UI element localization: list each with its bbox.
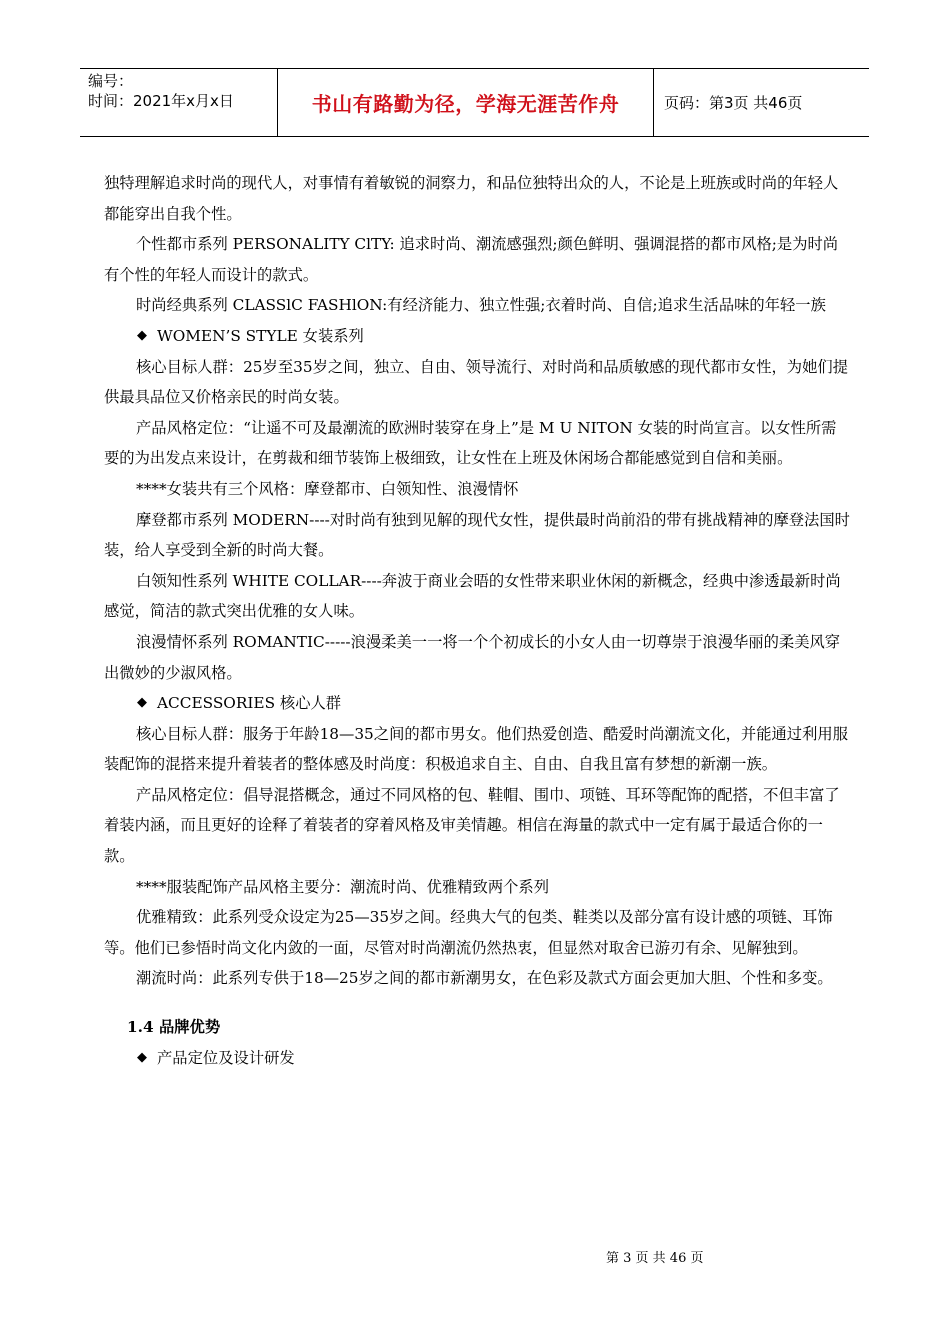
time-label: 时间：2021年x月x日: [88, 92, 234, 110]
paragraph: ****女装共有三个风格：摩登都市、白领知性、浪漫情怀: [136, 479, 519, 498]
number-label: 编号：: [88, 72, 134, 90]
paragraph: 独特理解追求时尚的现代人，对事情有着敏锐的洞察力，和品位独特出众的人，不论是上班族或时尚的年轻人都能穿出自我个性。: [104, 174, 839, 223]
bullet-item: [104, 321, 850, 352]
bullet-item: [104, 1043, 850, 1074]
paragraph: 核心目标人群：25岁至35岁之间，独立、自由、领导流行、对时尚和品质敏感的现代都市女性，为她们提供最具品位又价格亲民的时尚女装。: [104, 357, 848, 407]
bullet-text: 产品定位及设计研发: [157, 1048, 295, 1067]
paragraph: 潮流时尚：此系列专供于18—25岁之间的都市新潮男女，在色彩及款式方面会更加大胆、个性和多变。: [136, 969, 833, 988]
paragraph: 产品风格定位：倡导混搭概念，通过不同风格的包、鞋帽、围巾、项链、耳环等配饰的配搭，不但丰富了着装内涵，而且更好的诠释了着装者的穿着风格及审美情趣。相信在海量的款式中一定有属于最适合你的一款。: [104, 785, 840, 866]
paragraph: 个性都市系列 PERSONALITY ClTY: 追求时尚、潮流感强烈;颜色鲜明、强调混搭的都市风格;是为时尚有个性的年轻人而设计的款式。: [104, 235, 839, 284]
bullet-item: [104, 688, 850, 719]
header-meta: [80, 69, 278, 136]
paragraph: 白领知性系列 WHITE COLLAR----奔波于商业会晤的女性带来职业休闲的新概念，经典中渗透最新时尚感觉，简洁的款式突出优雅的女人味。: [104, 571, 841, 621]
page-header: [80, 68, 869, 137]
paragraph: 浪漫情怀系列 ROMANTIC-----浪漫柔美一一将一个个初成长的小女人由一切尊崇于浪漫华丽的柔美风穿出微妙的少淑风格。: [104, 632, 841, 682]
footer-page-number: 第 3 页 共 46 页: [606, 1251, 704, 1266]
bullet-text: WOMEN’S STYLE 女装系列: [157, 326, 364, 345]
paragraph: 优雅精致：此系列受众设定为25—35岁之间。经典大气的包类、鞋类以及部分富有设计感的项链、耳饰等。他们已参悟时尚文化内敛的一面，尽管对时尚潮流仍然热衷，但显然对取舍已游刃有余、见解独到。: [104, 908, 833, 957]
paragraph: 核心目标人群：服务于年龄18—35之间的都市男女。他们热爱创造、酷爱时尚潮流文化，并能通过利用服装配饰的混搭来提升着装者的整体感及时尚度：积极追求自主、自由、自我且富有梦想的新潮一族。: [104, 724, 848, 774]
paragraph: 时尚经典系列 CLASSlC FASHlON:有经济能力、独立性强;衣着时尚、自信;追求生活品味的年轻一族: [136, 296, 826, 315]
paragraph: 产品风格定位：“让遥不可及最潮流的欧洲时装穿在身上”是 M U NITON 女装的时尚宣言。以女性所需要的为出发点来设计，在剪裁和细节装饰上极细致，让女性在上班及休闲场合都能感觉到自信和美丽。: [104, 418, 837, 468]
diamond-bullet-icon: ◆: [137, 1049, 147, 1065]
paragraph: 摩登都市系列 MODERN----对时尚有独到见解的现代女性，提供最时尚前沿的带有挑战精神的摩登法国时装，给人享受到全新的时尚大餐。: [104, 510, 850, 560]
document-body: [104, 168, 850, 1073]
section-heading: 1.4 品牌优势: [127, 1018, 221, 1037]
header-motto: 书山有路勤为径，学海无涯苦作舟: [278, 69, 654, 136]
diamond-bullet-icon: ◆: [137, 695, 147, 711]
diamond-bullet-icon: ◆: [137, 327, 147, 343]
paragraph: ****服装配饰产品风格主要分：潮流时尚、优雅精致两个系列: [136, 877, 550, 896]
header-page-label: 页码：第3页 共46页: [664, 94, 803, 112]
bullet-text: ACCESSORIES 核心人群: [157, 694, 342, 713]
